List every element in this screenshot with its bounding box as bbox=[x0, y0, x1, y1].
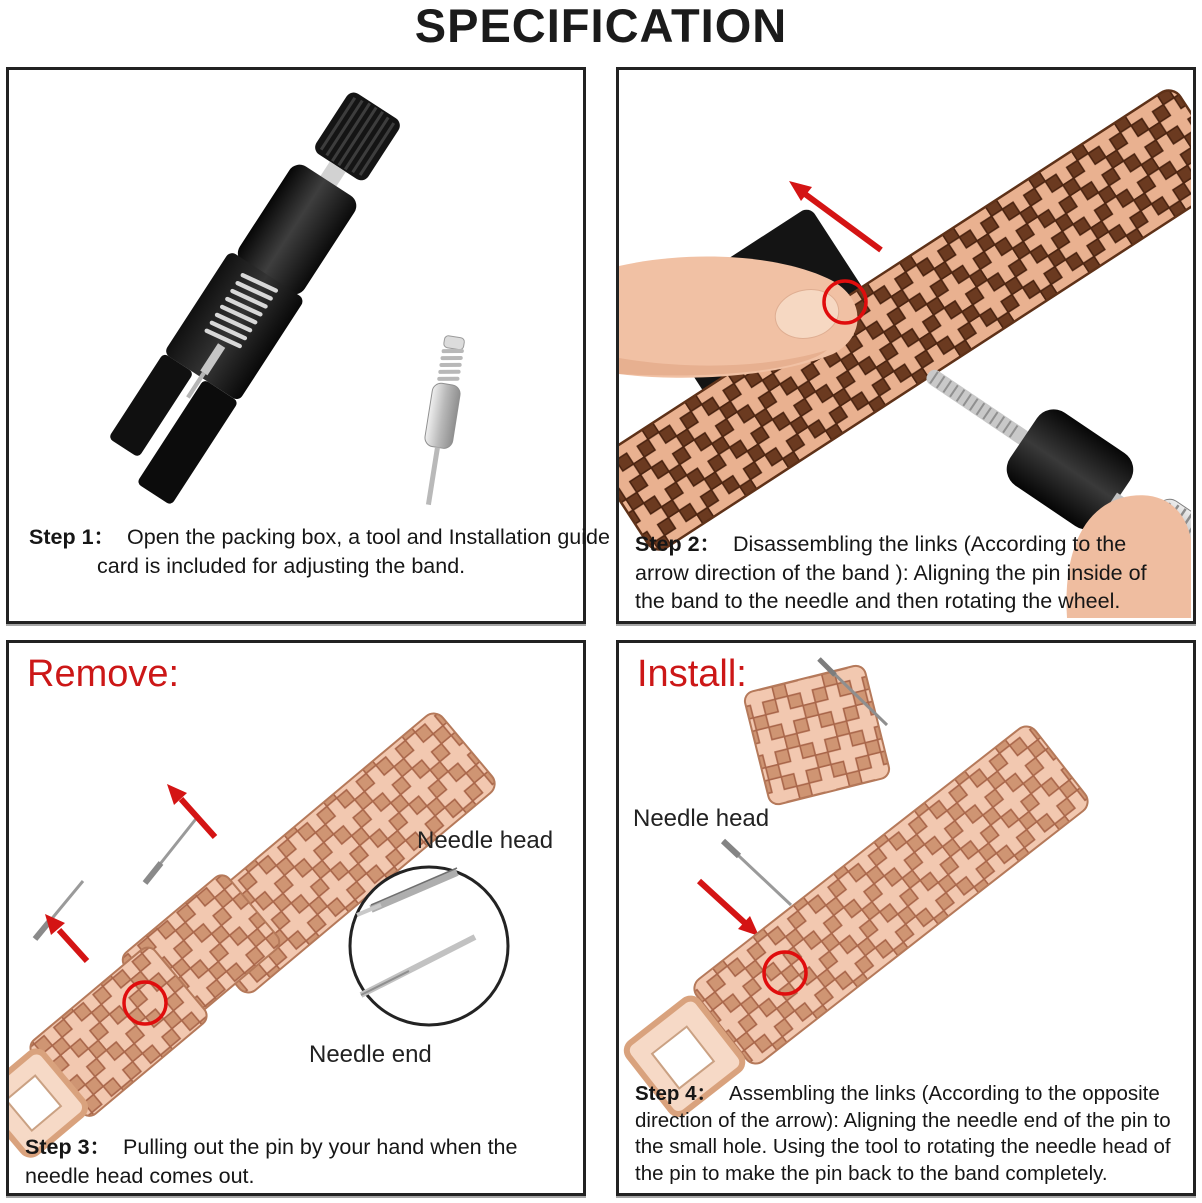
step3-label: Step 3： bbox=[25, 1135, 112, 1159]
detached-link-piece bbox=[743, 664, 891, 807]
threaded-rod bbox=[924, 367, 1032, 447]
panel-step3 bbox=[6, 640, 586, 1196]
step4-caption bbox=[635, 1081, 1185, 1188]
step1-text: Open the packing box, a tool and Installation guide card is included for adjusting the band. bbox=[97, 525, 610, 578]
step4-label: Step 4： bbox=[635, 1082, 718, 1105]
needle-head-label: Needle head bbox=[417, 827, 554, 854]
step1-label: Step 1： bbox=[29, 525, 116, 549]
step3-caption bbox=[25, 1133, 565, 1190]
link-remover-tool bbox=[96, 82, 415, 506]
magnifier-circle bbox=[350, 867, 508, 1025]
step3-text: Pulling out the pin by your hand when the needle head comes out. bbox=[25, 1135, 518, 1188]
spare-pin-tool bbox=[415, 335, 469, 507]
panel-step4 bbox=[616, 640, 1196, 1196]
step4-text: Assembling the links (According to the opposite direction of the arrow): Aligning the needle end of the pin to the small hole. Using the tool to rotating the needle head of the pin to make the pin back to the band completely. bbox=[635, 1082, 1171, 1185]
step2-caption bbox=[635, 530, 1159, 616]
red-arrow-icon bbox=[699, 881, 759, 936]
needle-icon bbox=[723, 841, 791, 905]
panel-step1 bbox=[6, 67, 610, 624]
install-heading: Install: bbox=[637, 653, 747, 695]
step1-caption bbox=[29, 523, 642, 580]
step2-text: Disassembling the links (According to the arrow direction of the band ): Aligning the pin inside of the band to the needle and then rotating the wheel. bbox=[635, 532, 1147, 614]
page-title: SPECIFICATION bbox=[414, 0, 788, 52]
step3-illustration bbox=[9, 643, 581, 1187]
panel-step2 bbox=[616, 67, 1196, 624]
red-arrow-icon bbox=[167, 784, 215, 837]
needle-icon bbox=[145, 815, 199, 883]
red-arrow-icon bbox=[45, 914, 87, 961]
step2-label: Step 2： bbox=[635, 532, 722, 556]
remove-heading: Remove: bbox=[27, 653, 180, 695]
needle-end-label: Needle end bbox=[309, 1041, 432, 1068]
needle-head-label: Needle head bbox=[633, 805, 770, 832]
